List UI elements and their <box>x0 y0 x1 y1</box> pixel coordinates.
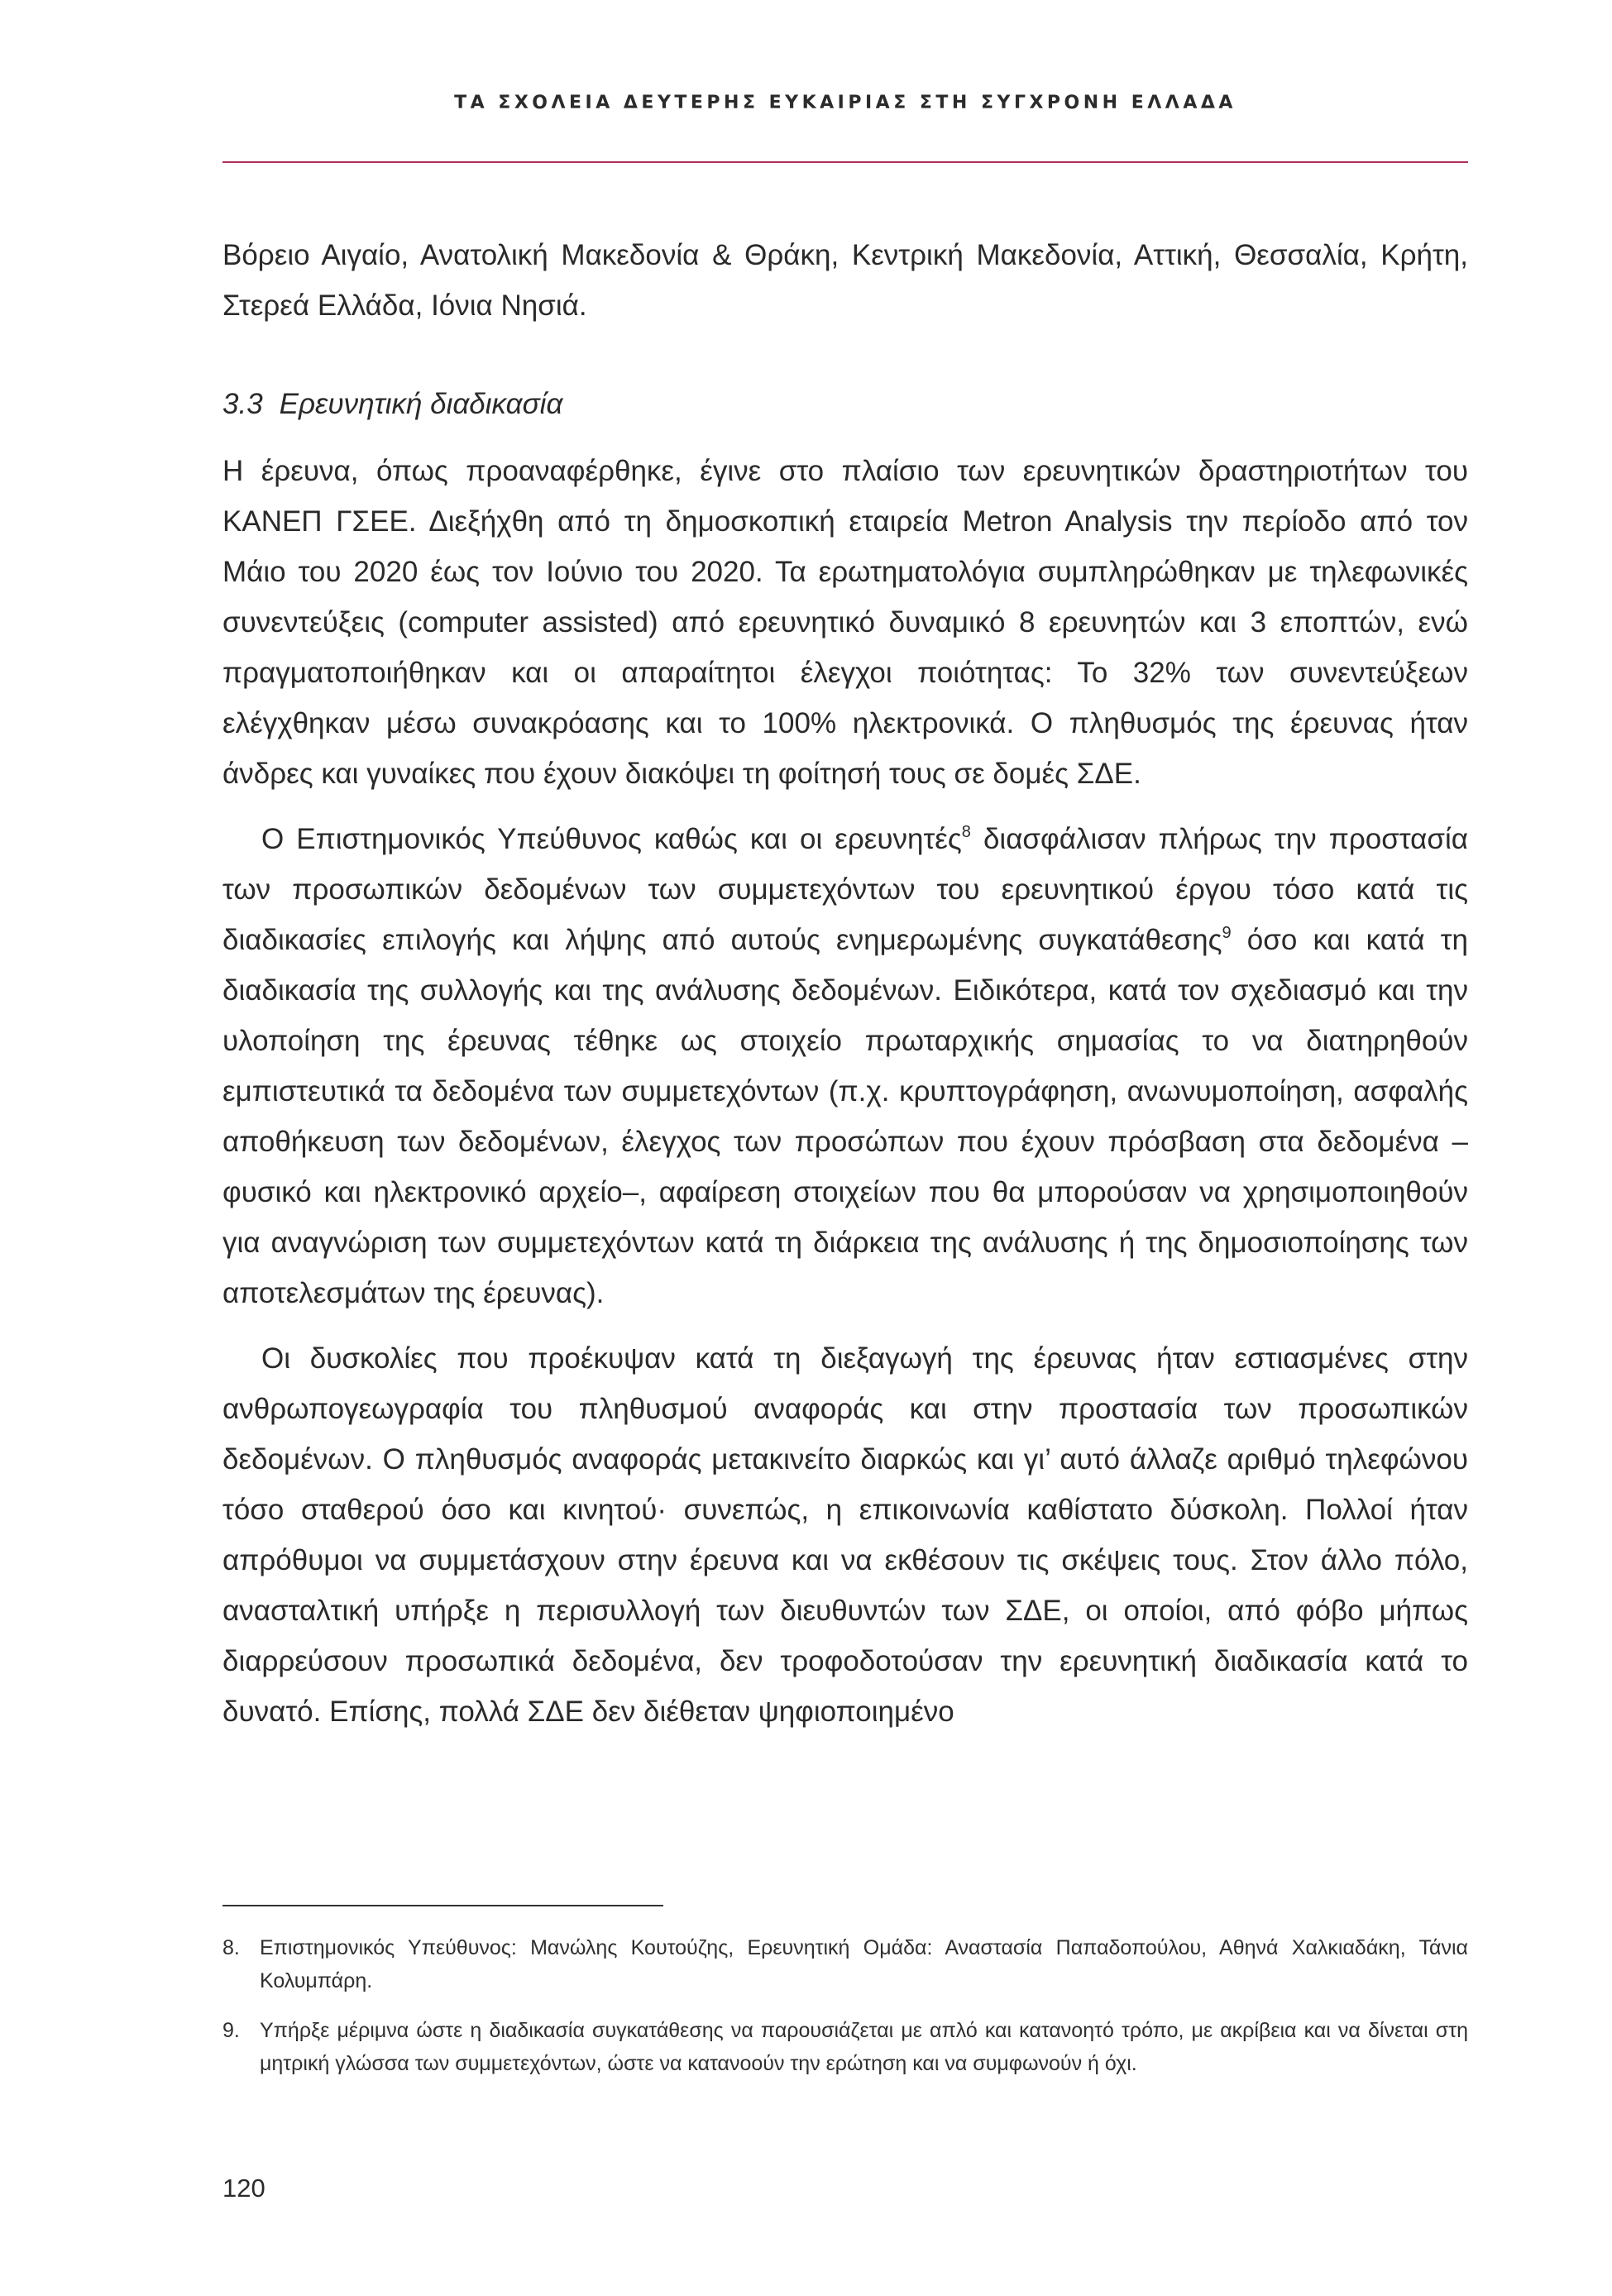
intro-paragraph: Βόρειο Αιγαίο, Ανατολική Μακεδονία & Θράκη, Κεντρική Μακεδονία, Αττική, Θεσσαλία, Κρήτη, Στερεά Ελλάδα, Ιόνια Νησιά. <box>222 239 1468 322</box>
paragraph-3: Οι δυσκολίες που προέκυψαν κατά τη διεξαγωγή της έρευνας ήταν εστιασμένες στην ανθρωπογεωγραφία του πληθυσμού αναφοράς και στην προστασία των προσωπικών δεδομένων. Ο πληθυσμός αναφοράς μετακινείτο διαρκώς και γι’ αυτό άλλαζε αριθμό τηλεφώνου τόσο σταθερού όσο και κινητού· συνεπώς, η επικοινωνία καθίστατο δύσκολη. Πολλοί ήταν απρόθυμοι να συμμετάσχουν στην έρευνα και να εκθέσουν τις σκέψεις τους. Στον άλλο πόλο, ανασταλτική υπήρξε η περισυλλογή των διευθυντών των ΣΔΕ, οι οποίοι, από φόβο μήπως διαρρεύσουν προσωπικά δεδομένα, δεν τροφοδοτούσαν την ερευνητική διαδικασία κατά το δυνατό. Επίσης, πολλά ΣΔΕ δεν διέθεταν ψηφιοποιημένο <box>222 1342 1468 1728</box>
paragraph-2 <box>222 814 1468 1318</box>
paragraph-2-part-1: Ο Επιστημονικός Υπεύθυνος καθώς και οι ερευνητές <box>261 823 962 855</box>
footnote-number: 8. <box>222 1936 240 1959</box>
body-text <box>222 230 1468 1737</box>
section-title: Ερευνητική διαδικασία <box>279 388 563 420</box>
header-divider <box>222 161 1468 163</box>
paragraph-2-part-3: όσο και κατά τη διαδικασία της συλλογής και της ανάλυσης δεδομένων. Ειδικότερα, κατά τον σχεδιασμό και την υλοποίηση της έρευνας τέθηκε ως στοιχείο πρωταρχικής σημασίας το να διατηρηθούν εμπιστευτικά τα δεδομένα των συμμετεχόντων (π.χ. κρυπτογράφηση, ανωνυμοποίηση, ασφαλής αποθήκευση των δεδομένων, έλεγχος των προσώπων που έχουν πρόσβαση στα δεδομένα –φυσικό και ηλεκτρονικό αρχείο–, αφαίρεση στοιχείων που θα μπορούσαν να χρησιμοποιηθούν για αναγνώριση των συμμετεχόντων κατά τη διάρκεια της ανάλυσης ή της δημοσιοποίησης των αποτελεσμάτων της έρευνας). <box>222 924 1469 1309</box>
footnote-ref-9[interactable]: 9 <box>1222 924 1232 942</box>
footnote-number: 9. <box>222 2019 240 2042</box>
running-header: ΤΑ ΣΧΟΛΕΙΑ ΔΕΥΤΕΡΗΣ ΕΥΚΑΙΡΙΑΣ ΣΤΗ ΣΥΓΧΡΟΝΗ ΕΛΛΑΔΑ <box>454 93 1237 113</box>
footnotes <box>222 1931 1468 2097</box>
section-heading <box>222 379 1468 429</box>
footnote-ref-8[interactable]: 8 <box>961 823 971 841</box>
paragraph-2-part-2: διασφάλισαν πλήρως την προστασία των προσωπικών δεδομένων των συμμετεχόντων του ερευνητικού έργου τόσο κατά τις διαδικασίες επιλογής και λήψης από αυτούς ενημερωμένης συγκατάθεσης <box>222 823 1468 956</box>
footnote-text: Επιστημονικός Υπεύθυνος: Μανώλης Κουτούζης, Ερευνητική Ομάδα: Αναστασία Παπαδοπούλου, Αθηνά Χαλκιαδάκη, Τάνια Κολυμπάρη. <box>260 1936 1468 1992</box>
footnote-8 <box>222 1931 1468 1997</box>
section-number: 3.3 <box>222 388 263 420</box>
paragraph-1: Η έρευνα, όπως προαναφέρθηκε, έγινε στο πλαίσιο των ερευνητικών δραστηριοτήτων του ΚΑΝΕΠ ΓΣΕΕ. Διεξήχθη από τη δημοσκοπική εταιρεία Metron Analysis την περίοδο από τον Μάιο του 2020 έως τον Ιούνιο του 2020. Τα ερωτηματολόγια συμπληρώθηκαν με τηλεφωνικές συνεντεύξεις (computer assisted) από ερευνητικό δυναμικό 8 ερευνητών και 3 εποπτών, ενώ πραγματοποιήθηκαν και οι απαραίτητοι έλεγχοι ποιότητας: Το 32% των συνεντεύξεων ελέγχθηκαν μέσω συνακρόασης και το 100% ηλεκτρονικά. Ο πληθυσμός της έρευνας ήταν άνδρες και γυναίκες που έχουν διακόψει τη φοίτησή τους σε δομές ΣΔΕ. <box>222 455 1468 790</box>
footnote-divider <box>222 1905 663 1906</box>
footnote-9 <box>222 2014 1468 2080</box>
footnote-text: Υπήρξε μέριμνα ώστε η διαδικασία συγκατάθεσης να παρουσιάζεται με απλό και κατανοητό τρόπο, με ακρίβεια και να δίνεται στη μητρική γλώσσα των συμμετεχόντων, ώστε να κατανοούν την ερώτηση και να συμφωνούν ή όχι. <box>260 2019 1468 2075</box>
page-number: 120 <box>222 2174 265 2203</box>
